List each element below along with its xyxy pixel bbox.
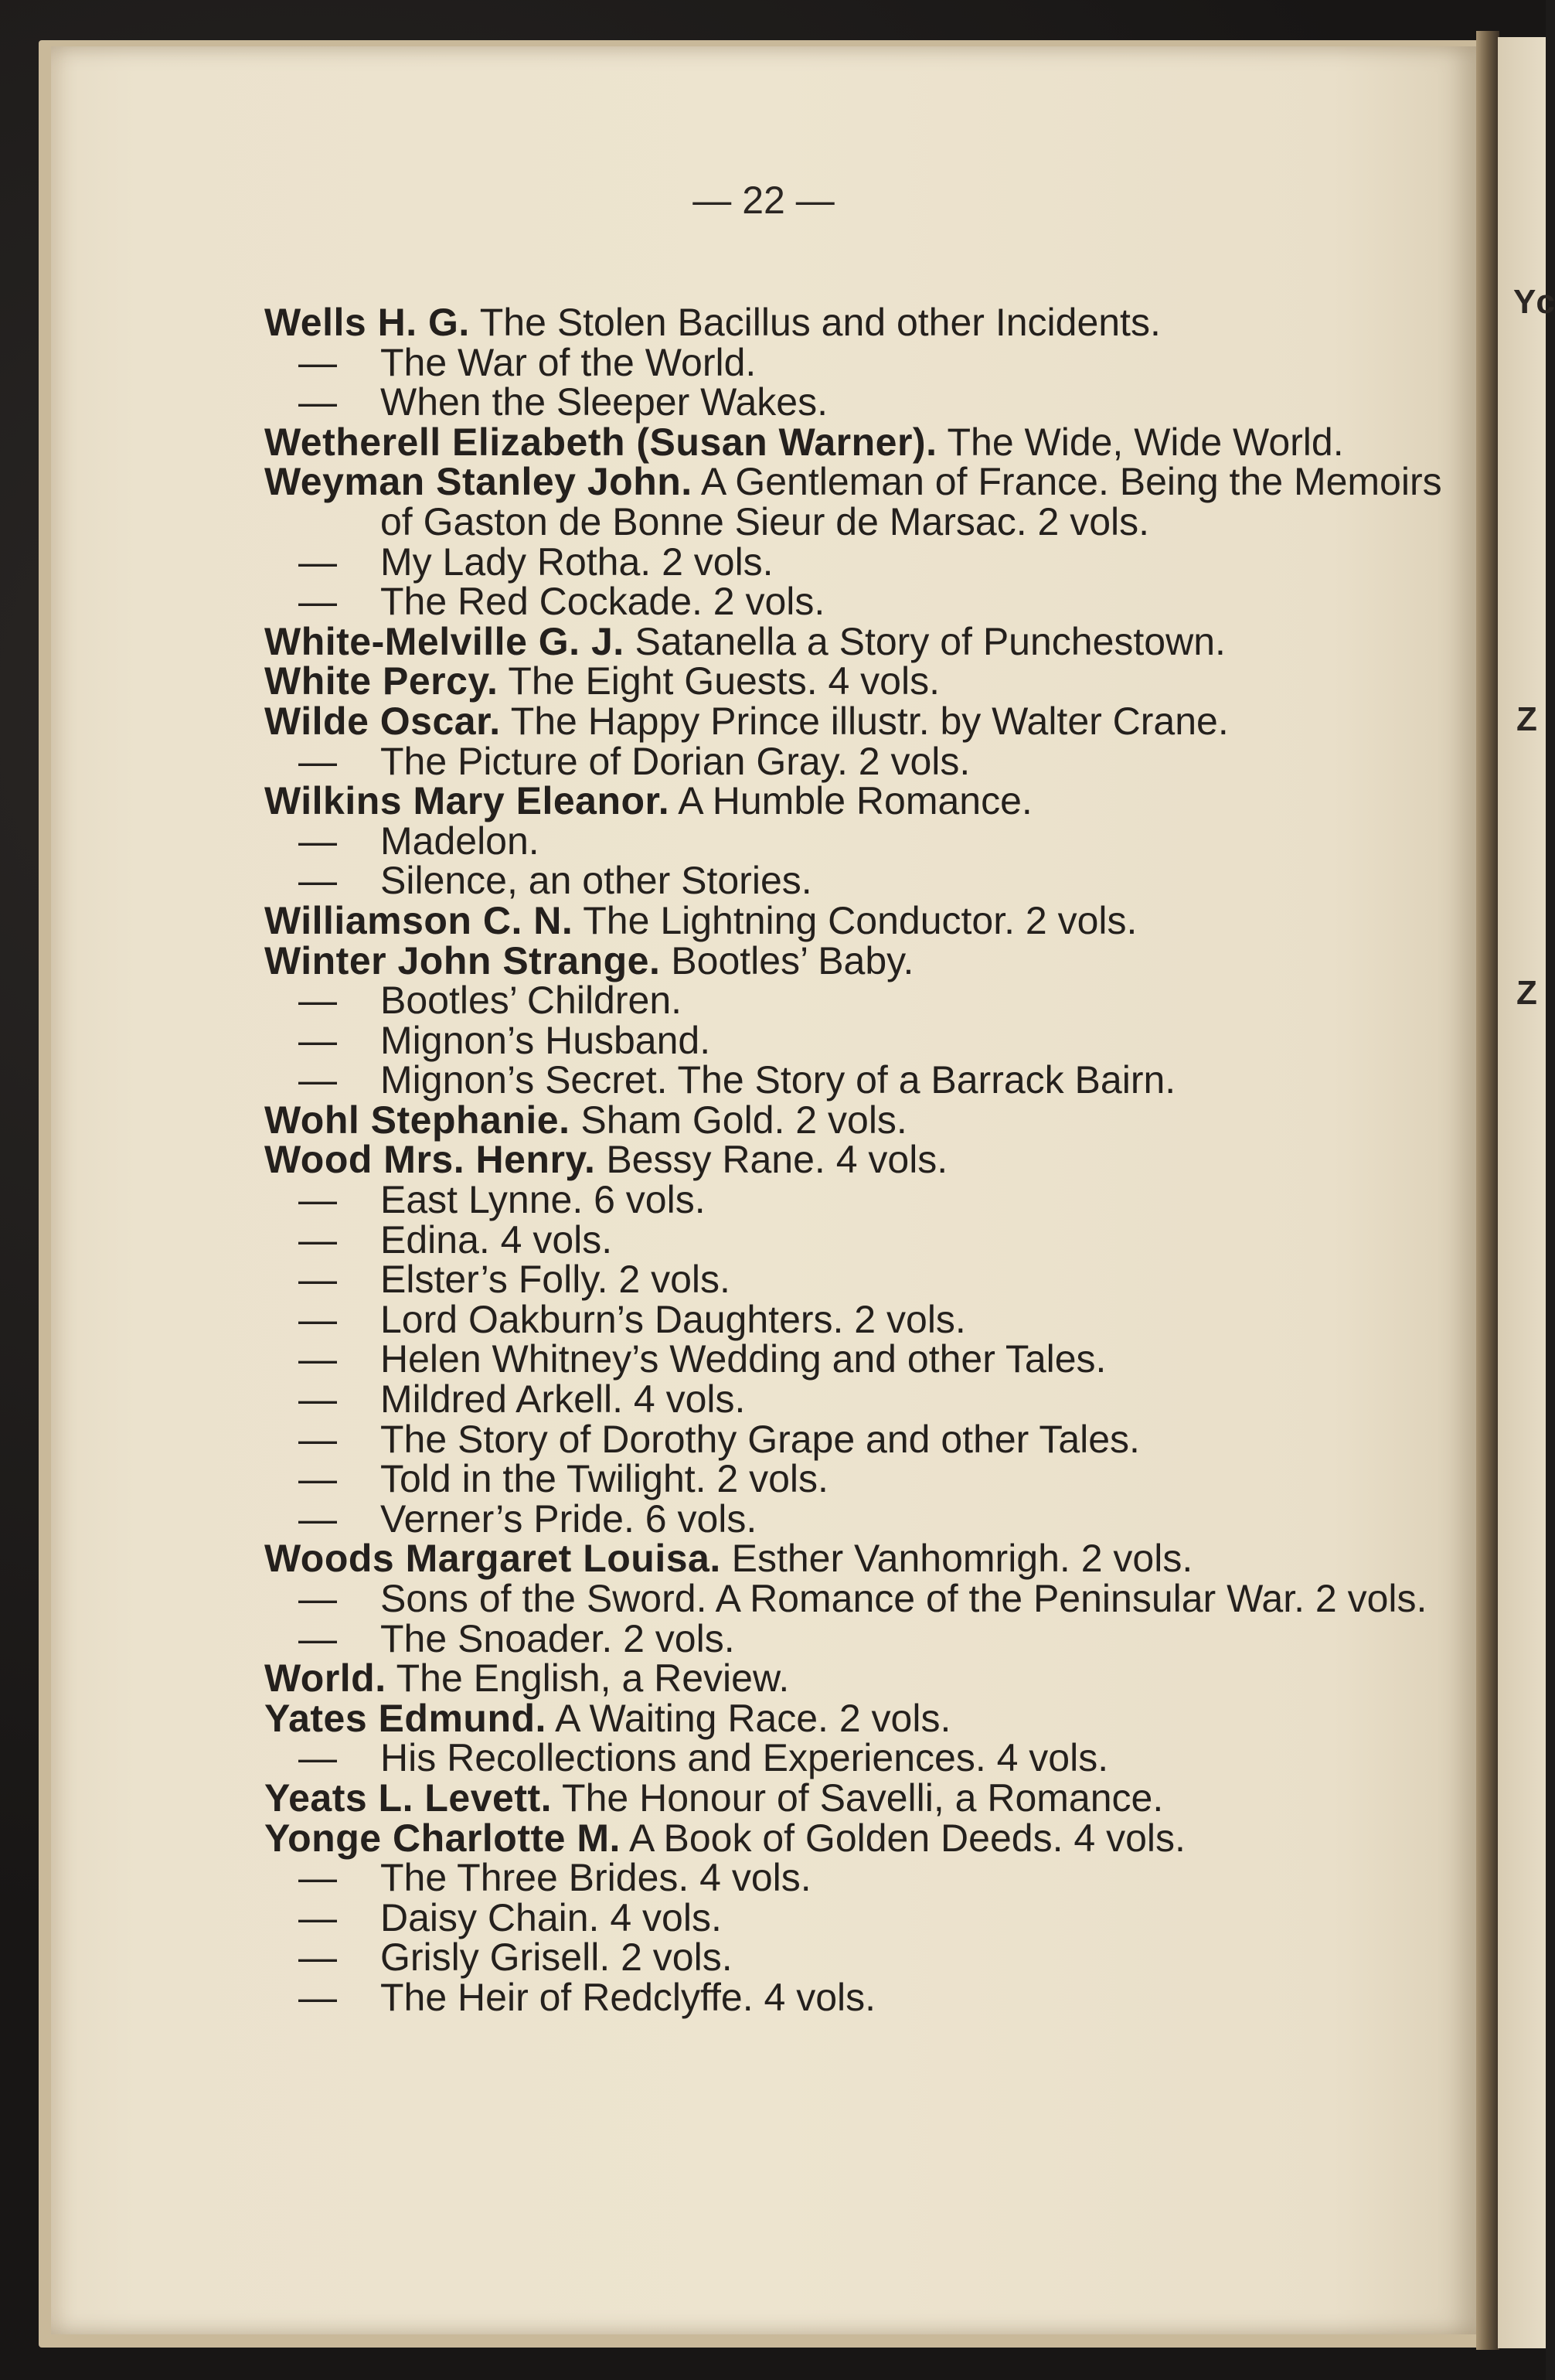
book-title: Told in the Twilight. 2 vols. — [380, 1457, 829, 1501]
book-title: When the Sleeper Wakes. — [380, 380, 828, 424]
ditto-dash: — — [298, 1058, 337, 1102]
catalogue-sub-entry — [264, 1180, 1447, 1221]
catalogue-sub-entry — [264, 1738, 1447, 1779]
catalogue-sub-entry — [264, 1579, 1447, 1619]
catalogue-sub-entry — [264, 1496, 1447, 1541]
book-title: The Story of Dorothy Grape and other Tales. — [380, 1417, 1140, 1461]
book-title: Daisy Chain. 4 vols. — [380, 1895, 722, 1939]
book-title: The Happy Prince illustr. by Walter Crane. — [510, 699, 1229, 743]
catalogue-sub-entry — [264, 861, 1447, 901]
book-title: Silence, an other Stories. — [380, 859, 812, 903]
book-title: The Three Brides. 4 vols. — [380, 1856, 812, 1900]
ditto-dash: — — [298, 1895, 337, 1939]
book-gutter — [1476, 31, 1499, 2350]
ditto-dash: — — [298, 380, 337, 424]
catalogue-entry — [264, 1098, 1447, 1142]
book-title: Helen Whitney’s Wedding and other Tales. — [380, 1337, 1107, 1381]
book-title: Mignon’s Secret. The Story of a Barrack Bairn. — [380, 1058, 1176, 1102]
catalogue-sub-entry — [264, 1337, 1447, 1381]
ditto-dash: — — [298, 1217, 337, 1262]
book-title: The War of the World. — [380, 340, 757, 384]
book-title: East Lynne. 6 vols. — [380, 1178, 706, 1222]
ditto-dash: — — [298, 1936, 337, 1980]
author-name: Woods Margaret Louisa. — [264, 1537, 721, 1581]
author-name: Yates Edmund. — [264, 1696, 546, 1740]
author-name: Wilde Oscar. — [264, 699, 501, 743]
book-title: Bootles’ Baby. — [671, 938, 914, 982]
book-title: Grisly Grisell. 2 vols. — [380, 1936, 733, 1980]
book-title: His Recollections and Experiences. 4 vols. — [380, 1736, 1109, 1780]
catalogue-entry — [264, 1696, 1447, 1740]
book-title: A Humble Romance. — [678, 779, 1033, 823]
author-name: Winter John Strange. — [264, 938, 661, 982]
catalogue-sub-entry — [264, 1975, 1447, 2019]
catalogue-sub-entry — [264, 1895, 1447, 1939]
author-name: Wohl Stephanie. — [264, 1098, 570, 1142]
catalogue-sub-entry — [264, 819, 1447, 863]
author-name: Wetherell Elizabeth (Susan Warner). — [264, 420, 937, 464]
next-page-letter: Yc — [1513, 283, 1555, 321]
catalogue-entry — [264, 462, 1447, 542]
catalogue-sub-entry — [264, 1260, 1447, 1300]
book-title: Edina. 4 vols. — [380, 1217, 613, 1262]
book-title: Sham Gold. 2 vols. — [580, 1098, 907, 1142]
book-title: The Eight Guests. 4 vols. — [508, 659, 940, 703]
ditto-dash: — — [298, 1457, 337, 1501]
book-title: Bessy Rane. 4 vols. — [606, 1138, 948, 1182]
catalogue-sub-entry — [264, 1217, 1447, 1262]
catalogue-sub-entry — [264, 1297, 1447, 1341]
catalogue-entry — [264, 781, 1447, 822]
book-title: The Snoader. 2 vols. — [380, 1616, 735, 1660]
author-name: White Percy. — [264, 659, 498, 703]
book-title: Verner’s Pride. 6 vols. — [380, 1496, 757, 1541]
ditto-dash: — — [298, 580, 337, 624]
catalogue-entry — [264, 1816, 1447, 1860]
author-name: Wilkins Mary Eleanor. — [264, 779, 670, 823]
catalogue-sub-entry — [264, 1616, 1447, 1660]
next-page-edge — [1498, 37, 1555, 2348]
ditto-dash: — — [298, 1178, 337, 1222]
ditto-dash: — — [298, 1736, 337, 1780]
catalogue-entry — [264, 699, 1447, 743]
author-name: Yeats L. Levett. — [264, 1776, 553, 1820]
ditto-dash: — — [298, 1975, 337, 2019]
catalogue-list — [264, 303, 1447, 2018]
author-name: Yonge Charlotte M. — [264, 1816, 621, 1860]
author-name: Wells H. G. — [264, 301, 470, 344]
catalogue-entry — [264, 1656, 1447, 1701]
catalogue-sub-entry — [264, 1377, 1447, 1422]
book-title: A Gentleman of France. Being the Memoirs of Gaston de Bonne Sieur de Marsac. 2 vols. — [380, 460, 1442, 543]
next-page-letter: Z — [1516, 974, 1537, 1012]
catalogue-entry — [264, 420, 1447, 464]
ditto-dash: — — [298, 1258, 337, 1302]
book-title: The English, a Review. — [396, 1656, 790, 1701]
ditto-dash: — — [298, 540, 337, 584]
catalogue-entry — [264, 1140, 1447, 1180]
book-title: Satanella a Story of Punchestown. — [635, 619, 1226, 663]
catalogue-entry — [264, 1776, 1447, 1820]
catalogue-sub-entry — [264, 1459, 1447, 1500]
author-name: Williamson C. N. — [264, 898, 573, 942]
book-title: My Lady Rotha. 2 vols. — [380, 540, 774, 584]
next-page-letter: Z — [1516, 700, 1537, 738]
catalogue-entry — [264, 938, 1447, 982]
catalogue-entry — [264, 898, 1447, 942]
book-title: Sons of the Sword. A Romance of the Peninsular War. 2 vols. — [380, 1577, 1427, 1620]
book-title: Bootles’ Children. — [380, 979, 682, 1023]
catalogue-sub-entry — [264, 1417, 1447, 1461]
ditto-dash: — — [298, 739, 337, 783]
catalogue-sub-entry — [264, 739, 1447, 783]
book-title: Elster’s Folly. 2 vols. — [380, 1258, 730, 1302]
author-name: Wood Mrs. Henry. — [264, 1138, 596, 1182]
catalogue-entry — [264, 303, 1447, 343]
ditto-dash: — — [298, 819, 337, 863]
book-title: The Stolen Bacillus and other Incidents. — [479, 301, 1161, 344]
book-title: The Red Cockade. 2 vols. — [380, 580, 825, 624]
catalogue-entry — [264, 619, 1447, 663]
ditto-dash: — — [298, 1577, 337, 1620]
ditto-dash: — — [298, 1297, 337, 1341]
catalogue-entry — [264, 659, 1447, 703]
author-name: Weyman Stanley John. — [264, 460, 692, 504]
ditto-dash: — — [298, 859, 337, 903]
catalogue-entry — [264, 1539, 1447, 1579]
book-title: The Heir of Redclyffe. 4 vols. — [380, 1975, 876, 2019]
book-title: The Honour of Savelli, a Romance. — [562, 1776, 1164, 1820]
ditto-dash: — — [298, 1856, 337, 1900]
page-number: — 22 — — [692, 179, 835, 222]
book-title: The Wide, Wide World. — [947, 420, 1344, 464]
catalogue-sub-entry — [264, 1938, 1447, 1978]
catalogue-sub-entry — [264, 380, 1447, 424]
catalogue-sub-entry — [264, 1018, 1447, 1062]
catalogue-sub-entry — [264, 1058, 1447, 1102]
ditto-dash: — — [298, 340, 337, 384]
book-title: The Picture of Dorian Gray. 2 vols. — [380, 739, 971, 783]
book-title: Esther Vanhomrigh. 2 vols. — [731, 1537, 1193, 1581]
author-name: World. — [264, 1656, 386, 1701]
catalogue-sub-entry — [264, 540, 1447, 584]
ditto-dash: — — [298, 1018, 337, 1062]
book-page — [51, 46, 1476, 2334]
ditto-dash: — — [298, 1337, 337, 1381]
catalogue-sub-entry — [264, 340, 1447, 384]
ditto-dash: — — [298, 1377, 337, 1422]
book-title: Mildred Arkell. 4 vols. — [380, 1377, 746, 1422]
book-title: Mignon’s Husband. — [380, 1018, 711, 1062]
ditto-dash: — — [298, 1616, 337, 1660]
catalogue-sub-entry — [264, 1858, 1447, 1898]
book-title: A Book of Golden Deeds. 4 vols. — [629, 1816, 1186, 1860]
catalogue-sub-entry — [264, 981, 1447, 1021]
book-title: A Waiting Race. 2 vols. — [555, 1696, 951, 1740]
ditto-dash: — — [298, 979, 337, 1023]
ditto-dash: — — [298, 1417, 337, 1461]
book-title: Madelon. — [380, 819, 539, 863]
book-title: Lord Oakburn’s Daughters. 2 vols. — [380, 1297, 966, 1341]
book-title: The Lightning Conductor. 2 vols. — [583, 898, 1138, 942]
author-name: White-Melville G. J. — [264, 619, 624, 663]
catalogue-sub-entry — [264, 582, 1447, 622]
ditto-dash: — — [298, 1496, 337, 1541]
